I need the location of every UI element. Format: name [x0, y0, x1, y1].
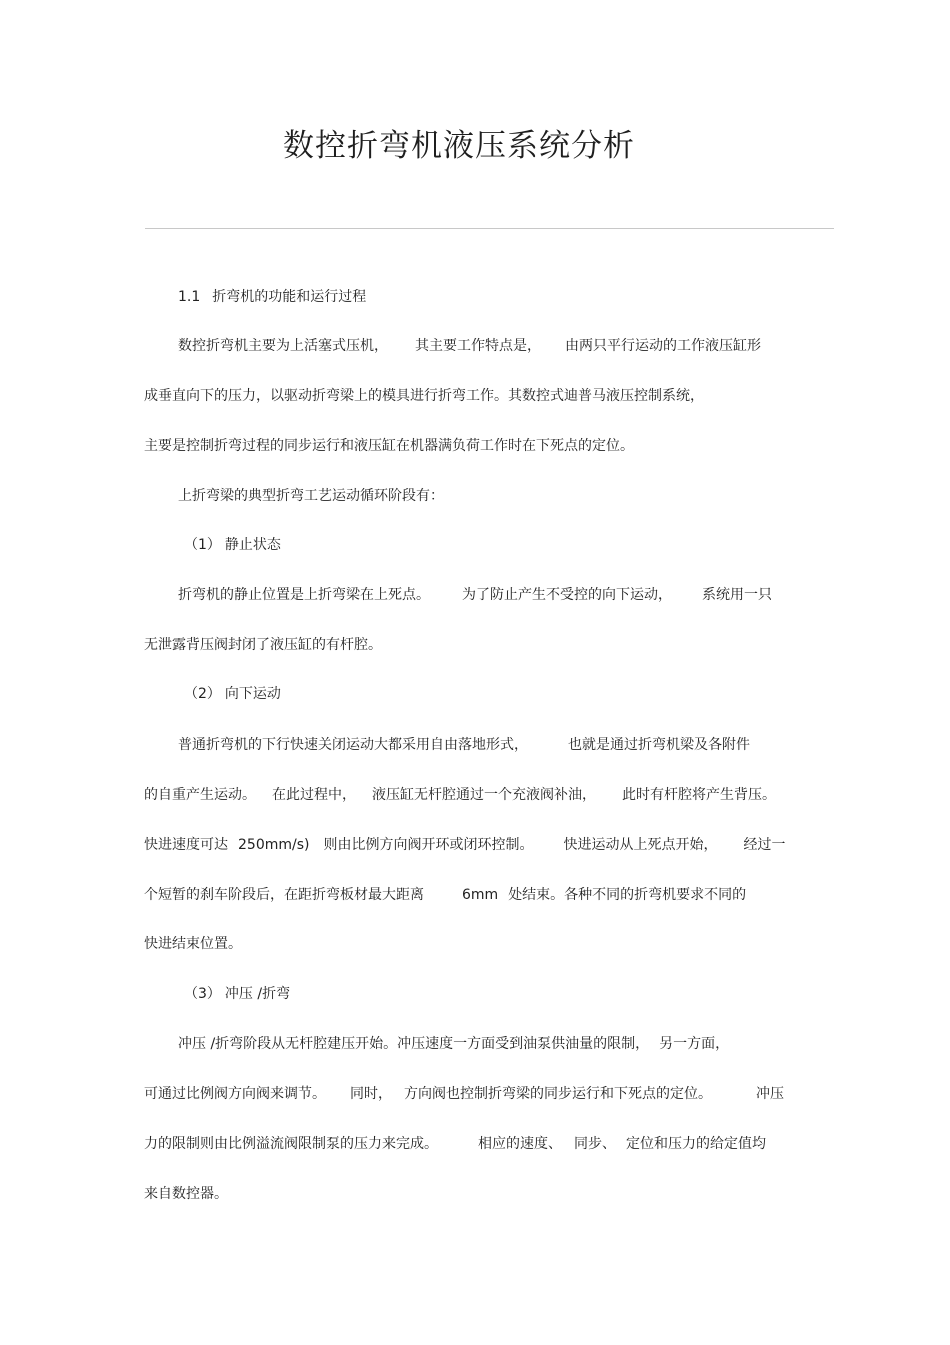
- paragraph-line: 来自数控器。: [144, 1186, 228, 1202]
- stage-number: （3）: [184, 986, 221, 1002]
- stage-heading: [184, 535, 281, 555]
- text-segment: 相应的速度、: [478, 1136, 562, 1152]
- section-title: 折弯机的功能和运行过程: [212, 289, 367, 305]
- text-segment: 经过一: [743, 837, 786, 853]
- text-segment: 可通过比例阀方向阀来调节。: [144, 1086, 326, 1102]
- text-segment: 定位和压力的给定值均: [626, 1136, 766, 1152]
- text-segment: 250mm/s): [238, 837, 310, 853]
- text-segment: 普通折弯机的下行快速关闭运动大都采用自由落地形式，: [178, 737, 528, 753]
- text-segment: 处结束。各种不同的折弯机要求不同的: [508, 887, 747, 903]
- paragraph-line: [144, 1134, 766, 1154]
- text-segment: 同时，: [350, 1086, 392, 1102]
- paragraph-line: 快进结束位置。: [144, 936, 242, 952]
- text-segment: 数控折弯机主要为上活塞式压机，: [178, 338, 388, 354]
- text-segment: 冲压: [756, 1086, 784, 1102]
- paragraph-line: [178, 1034, 729, 1054]
- paragraph-line: [144, 785, 776, 805]
- stage-title: 向下运动: [224, 686, 281, 702]
- text-segment: 则由比例方向阀开环或闭环控制。: [323, 837, 534, 853]
- page-title: 数控折弯机液压系统分析: [283, 128, 635, 164]
- paragraph-line: [178, 585, 772, 605]
- text-segment: 折弯机的静止位置是上折弯梁在上死点。: [178, 587, 430, 603]
- stage-title: 冲压 /折弯: [224, 986, 291, 1002]
- text-segment: 快进运动从上死点开始，: [563, 837, 718, 853]
- text-segment: 同步、: [574, 1136, 616, 1152]
- section-number: 1.1: [178, 289, 201, 305]
- stage-number: （1）: [184, 537, 221, 553]
- text-segment: 快进速度可达: [144, 837, 228, 853]
- stage-heading: [184, 684, 281, 704]
- text-segment: 由两只平行运动的工作液压缸形: [565, 338, 761, 354]
- title-divider: [145, 228, 834, 229]
- text-segment: 为了防止产生不受控的向下运动，: [462, 587, 672, 603]
- paragraph-line: [178, 336, 761, 356]
- stage-title: 静止状态: [224, 537, 281, 553]
- text-segment: 力的限制则由比例溢流阀限制泵的压力来完成。: [144, 1136, 438, 1152]
- text-segment: 另一方面，: [659, 1036, 730, 1052]
- paragraph-line: 无泄露背压阀封闭了液压缸的有杆腔。: [144, 637, 382, 653]
- paragraph-line: [144, 1084, 784, 1104]
- paragraph-line: 主要是控制折弯过程的同步运行和液压缸在机器满负荷工作时在下死点的定位。: [144, 438, 634, 454]
- text-segment: 的自重产生运动。: [144, 787, 256, 803]
- paragraph-line: [178, 735, 750, 755]
- paragraph-line: [144, 835, 785, 855]
- text-segment: 系统用一只: [702, 587, 772, 603]
- text-segment: 在此过程中，: [272, 787, 356, 803]
- paragraph-line: [144, 885, 746, 905]
- paragraph-line: 成垂直向下的压力，以驱动折弯梁上的模具进行折弯工作。其数控式迪普马液压控制系统，: [144, 388, 704, 404]
- text-segment: 液压缸无杆腔通过一个充液阀补油，: [372, 787, 596, 803]
- stage-heading: [184, 984, 290, 1004]
- text-segment: 个短暂的刹车阶段后，在距折弯板材最大距离: [144, 887, 424, 903]
- text-segment: 其主要工作特点是，: [415, 338, 541, 354]
- text-segment: 冲压 /折弯阶段从无杆腔建压开始。冲压速度一方面受到油泵供油量的限制，: [178, 1036, 650, 1052]
- text-segment: 也就是通过折弯机梁及各附件: [568, 737, 750, 753]
- section-heading: [178, 287, 366, 307]
- stage-number: （2）: [184, 686, 221, 702]
- text-segment: 6mm: [462, 887, 499, 903]
- text-segment: 此时有杆腔将产生背压。: [622, 787, 776, 803]
- text-segment: 方向阀也控制折弯梁的同步运行和下死点的定位。: [404, 1086, 712, 1102]
- paragraph-line: 上折弯梁的典型折弯工艺运动循环阶段有：: [178, 488, 444, 504]
